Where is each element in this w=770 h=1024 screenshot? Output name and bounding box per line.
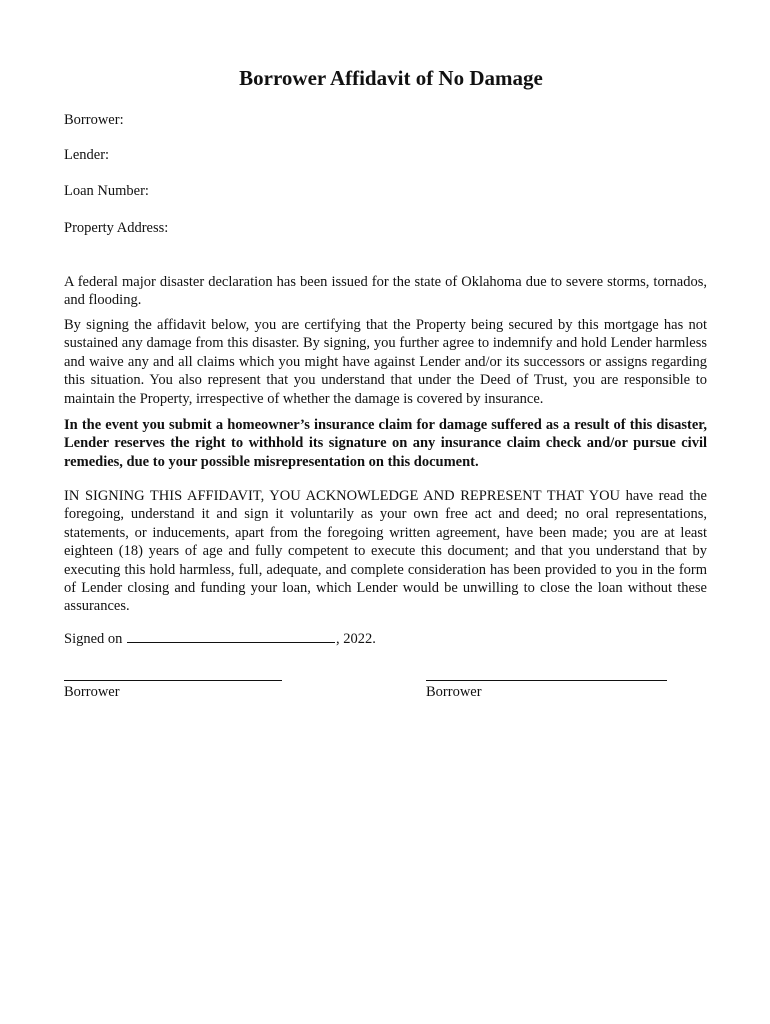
- signed-year-text: , 2022.: [336, 631, 376, 647]
- lender-field-label: Lender:: [64, 147, 110, 163]
- signed-on-line: [64, 629, 376, 648]
- document-title: Borrower Affidavit of No Damage: [239, 66, 543, 90]
- borrower-signature-line-left[interactable]: [64, 680, 282, 681]
- borrower-signature-line-right[interactable]: [426, 680, 667, 681]
- disaster-declaration-paragraph: A federal major disaster declaration has been issued for the state of Oklahoma due to severe storms, tornados, and flooding.: [64, 274, 707, 309]
- property-address-field-label: Property Address:: [64, 220, 169, 236]
- signed-on-label: Signed on: [64, 631, 123, 647]
- acknowledgement-paragraph: IN SIGNING THIS AFFIDAVIT, YOU ACKNOWLEDGE AND REPRESENT THAT YOU have read the foregoing, understand it and sign it voluntarily as your own free act and deed; no oral representations, statements, or inducements, apart from the foregoing written agreement, have been made; you are at least eighteen (18) years of age and fully competent to execute this document; and that you understand that by executing this hold harmless, full, adequate, and complete consideration has been provided to you in the form of Lender closing and funding your loan, which Lender would be unwilling to close the loan without these assurances.: [64, 488, 707, 615]
- borrower-signature-label-left: Borrower: [64, 684, 120, 700]
- signed-date-blank[interactable]: [127, 629, 335, 643]
- insurance-claim-warning-paragraph: In the event you submit a homeowner’s insurance claim for damage suffered as a result of this disaster, Lender reserves the right to withhold its signature on any insurance claim check and/or pursue civil remedies, due to your possible misrepresentation on this document.: [64, 417, 707, 470]
- borrower-signature-label-right: Borrower: [426, 684, 482, 700]
- loan-number-field-label: Loan Number:: [64, 183, 149, 199]
- borrower-field-label: Borrower:: [64, 112, 124, 128]
- certification-paragraph: By signing the affidavit below, you are certifying that the Property being secured by this mortgage has not sustained any damage from this disaster. By signing, you further agree to indemnify and hold Lender harmless and waive any and all claims which you might have against Lender and/or its successors or assigns regarding this situation. You also represent that you understand that under the Deed of Trust, you are responsible to maintain the Property, irrespective of whether the damage is covered by insurance.: [64, 317, 707, 407]
